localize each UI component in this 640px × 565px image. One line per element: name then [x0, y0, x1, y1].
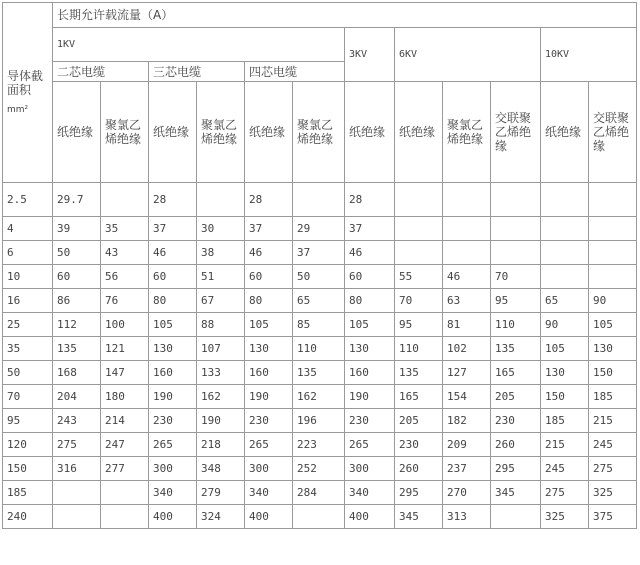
conductor-label-2: 面积 — [7, 82, 32, 97]
ampacity-cell — [589, 217, 637, 241]
ampacity-cell: 209 — [443, 433, 491, 457]
ampacity-cell: 345 — [395, 505, 443, 529]
ampacity-cell: 196 — [293, 409, 345, 433]
table-row — [3, 241, 637, 265]
ampacity-cell: 43 — [101, 241, 149, 265]
ampacity-cell: 275 — [589, 457, 637, 481]
area-cell: 4 — [3, 217, 53, 241]
area-cell: 2.5 — [3, 183, 53, 217]
table-row — [3, 265, 637, 289]
ampacity-cell: 46 — [245, 241, 293, 265]
ampacity-cell: 55 — [395, 265, 443, 289]
insulation-paper: 纸绝缘 — [345, 82, 395, 183]
voltage-6kv: 6KV — [395, 28, 541, 82]
ampacity-cell: 265 — [149, 433, 197, 457]
ampacity-cell: 205 — [491, 385, 541, 409]
ampacity-cell: 112 — [53, 313, 101, 337]
ampacity-cell: 185 — [541, 409, 589, 433]
ampacity-cell: 130 — [541, 361, 589, 385]
ampacity-cell: 265 — [345, 433, 395, 457]
two-core-cable: 二芯电缆 — [53, 62, 149, 82]
area-cell: 240 — [3, 505, 53, 529]
ampacity-cell: 270 — [443, 481, 491, 505]
unit-label: mm² — [7, 104, 29, 115]
ampacity-cell: 80 — [245, 289, 293, 313]
ampacity-cell: 277 — [101, 457, 149, 481]
insulation-pvc: 聚氯乙烯绝缘 — [197, 82, 245, 183]
ampacity-cell: 165 — [395, 385, 443, 409]
ampacity-cell: 265 — [245, 433, 293, 457]
ampacity-cell: 300 — [245, 457, 293, 481]
insulation-paper: 纸绝缘 — [395, 82, 443, 183]
ampacity-cell: 300 — [345, 457, 395, 481]
ampacity-cell: 105 — [541, 337, 589, 361]
ampacity-cell: 46 — [443, 265, 491, 289]
insulation-paper: 纸绝缘 — [53, 82, 101, 183]
ampacity-cell: 154 — [443, 385, 491, 409]
ampacity-cell: 105 — [589, 313, 637, 337]
ampacity-cell: 215 — [589, 409, 637, 433]
ampacity-cell: 46 — [149, 241, 197, 265]
ampacity-cell: 105 — [345, 313, 395, 337]
ampacity-cell: 39 — [53, 217, 101, 241]
ampacity-cell: 160 — [345, 361, 395, 385]
ampacity-cell: 135 — [491, 337, 541, 361]
area-cell: 35 — [3, 337, 53, 361]
ampacity-cell: 35 — [101, 217, 149, 241]
ampacity-cell: 275 — [53, 433, 101, 457]
ampacity-cell: 95 — [491, 289, 541, 313]
ampacity-cell: 247 — [101, 433, 149, 457]
ampacity-cell: 46 — [345, 241, 395, 265]
ampacity-cell: 65 — [293, 289, 345, 313]
ampacity-cell: 243 — [53, 409, 101, 433]
ampacity-cell: 28 — [345, 183, 395, 217]
ampacity-cell — [395, 217, 443, 241]
ampacity-cell: 147 — [101, 361, 149, 385]
ampacity-cell: 56 — [101, 265, 149, 289]
ampacity-cell: 284 — [293, 481, 345, 505]
ampacity-cell: 65 — [541, 289, 589, 313]
insulation-xlpe: 交联聚乙烯绝缘 — [589, 82, 637, 183]
ampacity-cell: 86 — [53, 289, 101, 313]
ampacity-cell: 67 — [197, 289, 245, 313]
ampacity-cell: 245 — [589, 433, 637, 457]
ampacity-cell: 81 — [443, 313, 491, 337]
ampacity-cell — [53, 481, 101, 505]
conductor-area-header — [3, 3, 53, 183]
table-title: 长期允许载流量（A） — [53, 3, 637, 28]
ampacity-cell: 50 — [293, 265, 345, 289]
ampacity-cell: 260 — [491, 433, 541, 457]
ampacity-cell: 121 — [101, 337, 149, 361]
ampacity-cell: 214 — [101, 409, 149, 433]
ampacity-cell: 28 — [245, 183, 293, 217]
ampacity-cell: 313 — [443, 505, 491, 529]
insulation-paper: 纸绝缘 — [245, 82, 293, 183]
ampacity-cell — [395, 183, 443, 217]
ampacity-cell: 80 — [149, 289, 197, 313]
ampacity-cell — [541, 265, 589, 289]
ampacity-cell — [491, 183, 541, 217]
ampacity-cell: 162 — [293, 385, 345, 409]
ampacity-cell: 70 — [395, 289, 443, 313]
ampacity-cell: 90 — [589, 289, 637, 313]
ampacity-cell: 100 — [101, 313, 149, 337]
ampacity-cell — [541, 241, 589, 265]
insulation-pvc: 聚氯乙烯绝缘 — [101, 82, 149, 183]
ampacity-cell: 245 — [541, 457, 589, 481]
ampacity-cell — [293, 183, 345, 217]
table-row — [3, 217, 637, 241]
ampacity-cell: 279 — [197, 481, 245, 505]
ampacity-cell: 295 — [395, 481, 443, 505]
ampacity-cell: 105 — [149, 313, 197, 337]
three-core-cable: 三芯电缆 — [149, 62, 245, 82]
ampacity-cell: 133 — [197, 361, 245, 385]
ampacity-cell: 325 — [589, 481, 637, 505]
ampacity-cell: 185 — [589, 385, 637, 409]
ampacity-cell: 130 — [149, 337, 197, 361]
area-cell: 185 — [3, 481, 53, 505]
table-row — [3, 433, 637, 457]
ampacity-cell: 29 — [293, 217, 345, 241]
ampacity-cell: 110 — [491, 313, 541, 337]
ampacity-cell: 50 — [53, 241, 101, 265]
ampacity-cell — [589, 241, 637, 265]
insulation-paper: 纸绝缘 — [541, 82, 589, 183]
ampacity-cell: 30 — [197, 217, 245, 241]
ampacity-cell: 295 — [491, 457, 541, 481]
insulation-xlpe: 交联聚乙烯绝缘 — [491, 82, 541, 183]
voltage-10kv: 10KV — [541, 28, 637, 82]
table-row — [3, 289, 637, 313]
ampacity-cell: 37 — [345, 217, 395, 241]
ampacity-cell: 230 — [149, 409, 197, 433]
ampacity-cell: 135 — [53, 337, 101, 361]
ampacity-cell: 340 — [345, 481, 395, 505]
ampacity-cell: 51 — [197, 265, 245, 289]
ampacity-cell: 325 — [541, 505, 589, 529]
ampacity-cell: 190 — [149, 385, 197, 409]
ampacity-cell: 110 — [395, 337, 443, 361]
ampacity-cell: 340 — [149, 481, 197, 505]
ampacity-cell: 88 — [197, 313, 245, 337]
ampacity-cell: 70 — [491, 265, 541, 289]
ampacity-cell: 230 — [245, 409, 293, 433]
table-row — [3, 457, 637, 481]
insulation-pvc: 聚氯乙烯绝缘 — [293, 82, 345, 183]
ampacity-cell: 345 — [491, 481, 541, 505]
area-cell: 70 — [3, 385, 53, 409]
ampacity-cell — [541, 183, 589, 217]
ampacity-cell: 223 — [293, 433, 345, 457]
ampacity-cell — [589, 183, 637, 217]
ampacity-cell: 60 — [149, 265, 197, 289]
voltage-3kv: 3KV — [345, 28, 395, 82]
ampacity-cell: 28 — [149, 183, 197, 217]
ampacity-cell: 230 — [395, 433, 443, 457]
ampacity-cell: 300 — [149, 457, 197, 481]
ampacity-cell: 316 — [53, 457, 101, 481]
ampacity-cell — [101, 505, 149, 529]
table-row — [3, 481, 637, 505]
ampacity-cell — [541, 217, 589, 241]
ampacity-cell — [293, 505, 345, 529]
area-cell: 150 — [3, 457, 53, 481]
ampacity-cell — [443, 241, 491, 265]
ampacity-cell — [101, 481, 149, 505]
ampacity-cell: 348 — [197, 457, 245, 481]
ampacity-cell: 324 — [197, 505, 245, 529]
ampacity-cell: 340 — [245, 481, 293, 505]
insulation-pvc: 聚氯乙烯绝缘 — [443, 82, 491, 183]
ampacity-cell: 162 — [197, 385, 245, 409]
ampacity-cell: 182 — [443, 409, 491, 433]
ampacity-cell — [101, 183, 149, 217]
ampacity-cell: 90 — [541, 313, 589, 337]
ampacity-cell: 190 — [197, 409, 245, 433]
ampacity-cell: 237 — [443, 457, 491, 481]
conductor-label: 导体截 — [7, 68, 44, 83]
ampacity-cell: 400 — [345, 505, 395, 529]
ampacity-cell — [395, 241, 443, 265]
ampacity-cell: 400 — [149, 505, 197, 529]
ampacity-cell: 60 — [53, 265, 101, 289]
ampacity-cell: 29.7 — [53, 183, 101, 217]
ampacity-cell — [443, 183, 491, 217]
area-cell: 95 — [3, 409, 53, 433]
ampacity-cell: 37 — [293, 241, 345, 265]
ampacity-cell: 38 — [197, 241, 245, 265]
insulation-paper: 纸绝缘 — [149, 82, 197, 183]
ampacity-cell: 204 — [53, 385, 101, 409]
ampacity-cell: 85 — [293, 313, 345, 337]
ampacity-cell: 400 — [245, 505, 293, 529]
table-row — [3, 385, 637, 409]
ampacity-cell: 60 — [245, 265, 293, 289]
voltage-1kv: 1KV — [53, 28, 345, 62]
ampacity-cell: 130 — [345, 337, 395, 361]
area-cell: 25 — [3, 313, 53, 337]
ampacity-cell: 165 — [491, 361, 541, 385]
ampacity-cell — [443, 217, 491, 241]
table-row — [3, 183, 637, 217]
ampacity-cell: 105 — [245, 313, 293, 337]
ampacity-cell: 275 — [541, 481, 589, 505]
ampacity-cell: 205 — [395, 409, 443, 433]
ampacity-cell: 130 — [245, 337, 293, 361]
ampacity-cell: 150 — [589, 361, 637, 385]
ampacity-cell: 63 — [443, 289, 491, 313]
ampacity-cell: 60 — [345, 265, 395, 289]
table-row — [3, 313, 637, 337]
ampacity-cell: 80 — [345, 289, 395, 313]
ampacity-cell — [491, 241, 541, 265]
ampacity-cell: 260 — [395, 457, 443, 481]
table-row — [3, 505, 637, 529]
ampacity-cell: 168 — [53, 361, 101, 385]
current-capacity-table — [2, 2, 637, 529]
ampacity-cell: 127 — [443, 361, 491, 385]
ampacity-cell — [53, 505, 101, 529]
ampacity-cell — [197, 183, 245, 217]
ampacity-cell: 160 — [245, 361, 293, 385]
table-row — [3, 361, 637, 385]
ampacity-cell: 135 — [293, 361, 345, 385]
ampacity-cell: 230 — [345, 409, 395, 433]
ampacity-cell: 160 — [149, 361, 197, 385]
ampacity-cell: 95 — [395, 313, 443, 337]
four-core-cable: 四芯电缆 — [245, 62, 345, 82]
ampacity-cell: 107 — [197, 337, 245, 361]
ampacity-cell — [491, 505, 541, 529]
ampacity-cell: 37 — [149, 217, 197, 241]
ampacity-cell — [589, 265, 637, 289]
ampacity-cell: 375 — [589, 505, 637, 529]
area-cell: 50 — [3, 361, 53, 385]
area-cell: 6 — [3, 241, 53, 265]
ampacity-cell: 130 — [589, 337, 637, 361]
ampacity-cell: 110 — [293, 337, 345, 361]
ampacity-cell: 102 — [443, 337, 491, 361]
table-row — [3, 409, 637, 433]
ampacity-cell: 230 — [491, 409, 541, 433]
ampacity-cell: 215 — [541, 433, 589, 457]
ampacity-cell: 37 — [245, 217, 293, 241]
ampacity-cell: 135 — [395, 361, 443, 385]
area-cell: 120 — [3, 433, 53, 457]
ampacity-cell: 190 — [345, 385, 395, 409]
ampacity-cell: 190 — [245, 385, 293, 409]
ampacity-cell: 180 — [101, 385, 149, 409]
area-cell: 10 — [3, 265, 53, 289]
table-body — [3, 183, 637, 529]
ampacity-cell: 252 — [293, 457, 345, 481]
ampacity-cell: 218 — [197, 433, 245, 457]
ampacity-cell: 76 — [101, 289, 149, 313]
table-row — [3, 337, 637, 361]
area-cell: 16 — [3, 289, 53, 313]
ampacity-cell: 150 — [541, 385, 589, 409]
ampacity-cell — [491, 217, 541, 241]
